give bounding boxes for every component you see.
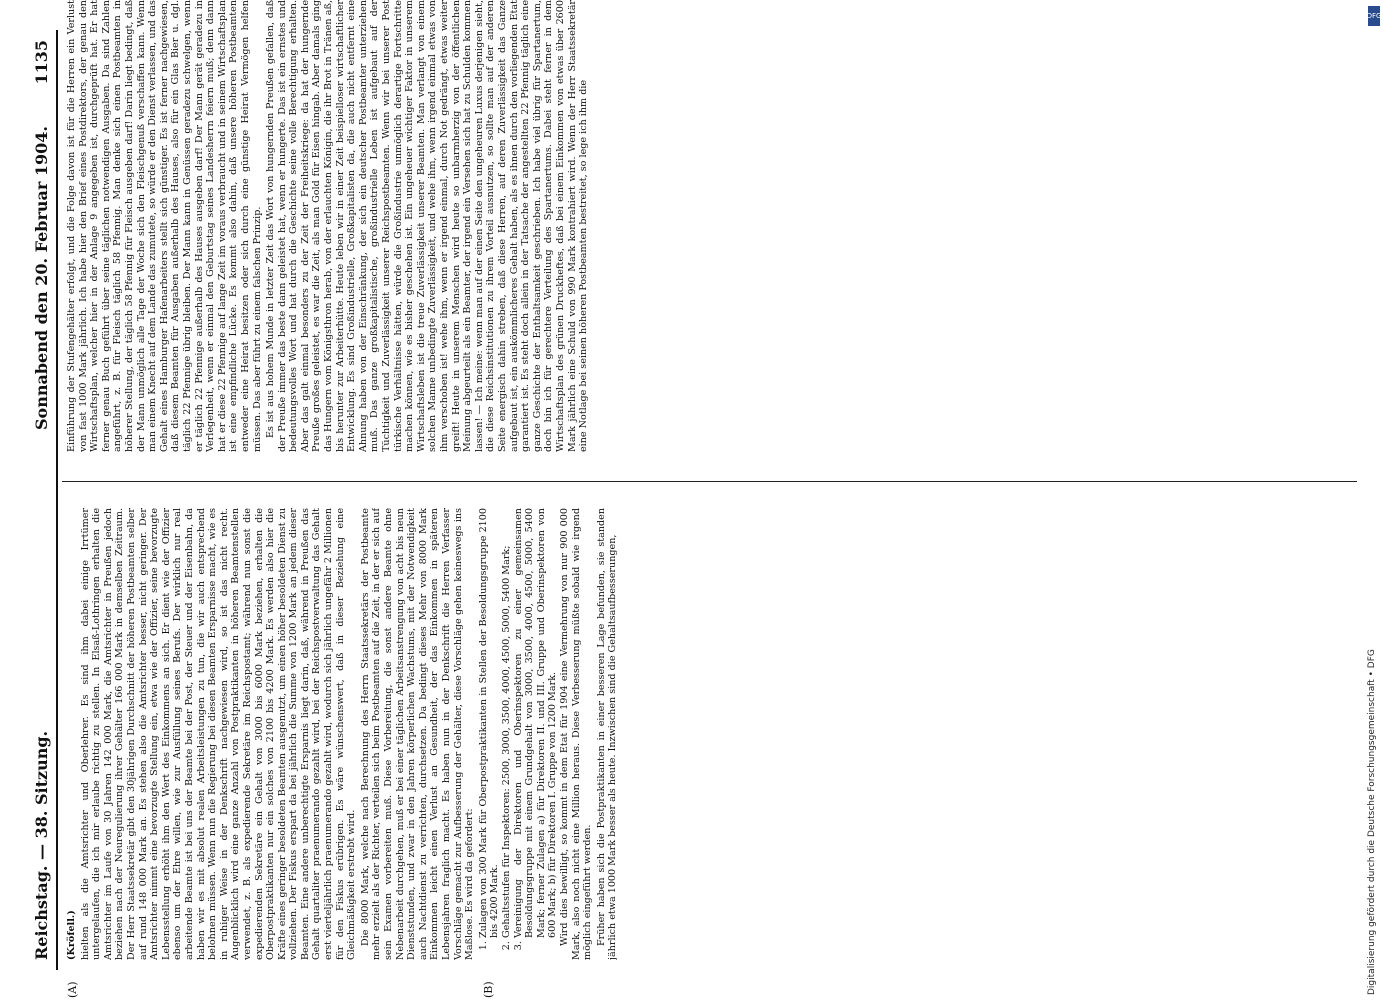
demands-list xyxy=(478,508,559,960)
header-rule xyxy=(56,30,58,970)
dfg-logo: DFG xyxy=(1368,6,1380,26)
rotated-page xyxy=(22,0,1367,1000)
margin-label-a: (A) xyxy=(66,981,79,998)
right-column xyxy=(66,0,1357,452)
paragraph: Früher haben sich die Postpraktikanten in einer besseren Lage befunden, sie standen jährlich etwa 1000 Mark besser als heute. Inzwischen sind die Gehaltsaufbesserungen, xyxy=(595,508,619,960)
column-divider xyxy=(62,481,1357,482)
list-item: 1. Zulagen von 300 Mark für Oberpostpraktikanten in Stellen der Besoldungsgruppe 2100 bis 4200 Mark. xyxy=(478,508,501,938)
list-item: 2. Gehaltsstufen für Inspektoren: 2500, 3000, 3500, 4000, 4500, 5000, 5400 Mark; xyxy=(501,508,513,938)
speaker-label: (Kröfell.) xyxy=(66,910,77,960)
header-date: Sonnabend den 20. Februar 1904. xyxy=(32,126,51,430)
paragraph: Es ist aus hohem Munde in letzter Zeit das Wort von hungernden Preußen gefallen, daß der Preuße immer das beste dann geleistet hat, wenn er hungerte. Das ist ein ernstes und bedeutungsvolles Wort und hat durch die Geschichte seine volle Berechtigung erhalten. Aber das galt einmal besonders zu der Zeit der Freiheitskriege: da hat der hungernde Preuße großes geleistet, es war die Zeit, als man Gold für Eisen hingab. Aber damals ging das Hungern vom Königsthron herab, von der erlauchten Königin, die ihr Brot in Tränen aß, bis herunter zur Arbeiterhütte. Heute leben wir in einer Zeit beispielloser wirtschaftlicher Entwicklung. Es sind Großindustrielle, Großkapitalisten da, die auch nicht entfernt eine Ahnung haben von der Einschränkung, der sich ein deutscher Postbeamter unterziehen muß. Das ganze großkapitalistische, großindustrielle Leben ist aufgebaut auf der Tüchtigkeit und Zuverlässigkeit unserer Reichspostbeamten. Wenn wir bei unserer Post türkische Verhältnisse hätten, würde die Großindustrie unmöglich derartige Fortschritte machen können, wie es bisher geschehen ist. Ein ungeheuer wichtiger Faktor in unserem Wirtschaftsleben ist die treue Zuverlässigkeit unserer Beamten. Man verlangt von einem solchen Manne unbedingte Zuverlässigkeit, und wehe ihm, wenn irgend einmal etwas von ihm verschoben ist! wehe ihm, wenn er irgend einmal, durch Not gedrängt, etwas weiter greift! Heute in unserem Menschen wird heute so unbarmherzig von der öffentlichen Meinung abgeurteilt als ein Beamter, der irgend ein Versehen sich hat zu Schulden kommen lassen! — Ich meine: wenn man auf der einen Seite den ungeheuren Luxus derjenigen sieht, die diese Reichsinstitutionen zu ihrem Vorteil ausnutzen, so sollte man auf der anderen Seite energisch dahin streben, daß diese Herren, auf deren Zuverlässigkeit das Ganze aufgebaut ist, ein auskömmlicheres Gehalt haben, als es ihnen durch den vorliegenden Etat garantiert ist. Es steht doch allein in der Tatsache der angestellten 22 Pfennig täglich eine ganze Geschichte der Enthaltsamkeit geschrieben. Ich habe viel übrig für Spartanertum, doch bin ich für gerechtere Verteilung des Spartanertums. Dabei steht ferner in dem Wirtschaftsplan des grünen Druckheftes, daß bei einem Einkommen von etwas über 2600 Mark jährlich eine Schuld von 990 Mark kontrahiert wird. Wenn der Herr Staatssekretär eine Notlage bei seinen höheren Postbeamten bestreitet, so lege ich ihm die xyxy=(265,0,590,452)
paragraph: Die 8000 Mark, welche nach Berechnung des Herrn Staatssekretärs der Postbeamte mehr erzielt als der Richter, verteilen sich beim Postbeamten auf die Zeit, in der er sich auf sein Examen vorbereiten muß. Diese Vorbereitung, die sonst andere Beamte ohne Nebenarbeit durchgehen, muß er bei einer täglichen Arbeitsanstrengung von acht bis neun Dienststunden, und zwar in den Jahren körperlichen Wachstums, mit der Notwendigkeit auch Nachtdienst zu verrichten, durchsetzen. Da bedingt dieses Mehr von 8000 Mark Einkommen leicht einen Verlust an Gesundheit, der das Einkommen in späteren Lebensjahren fraglich macht. Es haben nun in der Denkschrift die Herren Verfasser Vorschläge gemacht zur Aufbesserung der Gehälter, diese Vorschläge gehen keineswegs ins Maßlose. Es wird da gefordert: xyxy=(359,508,476,960)
paragraph: Wird dies bewilligt, so kommt in dem Etat für 1904 eine Vermehrung von nur 900 000 Mark, also noch nicht eine Million heraus. Diese Verbesserung müßte sobald wie irgend möglich eingeführt werden. xyxy=(558,508,594,960)
page-number: 1135 xyxy=(32,40,51,85)
paragraph: Einführung der Stufengehälter erfolgt, und die Folge davon ist für die Herren ein Verlust von fast 1000 Mark jährlich. Ich habe hier den Brief eines Postdirektors, der genau den Wirtschaftsplan, welcher hier in der Anlage 9 angegeben ist, durchgeprüft hat. Er hat ferner genau Buch geführt über seine täglichen notwendigen Ausgaben. Da sind Zahlen angeführt, z. B. für Fleisch täglich 58 Pfennig. Man denke sich einen Postbeamten in höherer Stellung, der täglich 58 Pfennig für Fleisch ausgeben darf! Darin liegt bedingt, daß der Mann unmöglich alle Tage der Woche sich den Fleischgenuß verschaffen kann. Wenn man einem Knecht auf dem Lande das zumutete, so würde er den Dienst verlassen, und das Gehalt eines Hamburger Hafenarbeiters stellt sich günstiger. Es ist ferner nachgewiesen, daß diesem Beamten für Ausgaben außerhalb des Hauses, also für ein Glas Bier u. dgl. täglich 22 Pfennige übrig bleiben. Der Mann kann in Genüssen geradezu schwelgen, wenn er täglich 22 Pfennige außerhalb des Hauses ausgeben darf! Der Mann gerät geradezu in Verlegenheit, wenn er einmal den Geburtstag seines Landesherrn feiern muß; denn dann hat er diese 22 Pfennige auf lange Zeit im voraus verbraucht und in seinem Wirtschaftsplan ist eine empfindliche Lücke. Es kommt also dahin, daß unsere höheren Postbeamten entweder eine Heirat besitzen oder sich durch eine günstige Heirat Vermögen helfen müssen. Das aber führt zu einem falschen Prinzip. xyxy=(66,0,263,452)
digitization-credit: Digitalisierung gefördert durch die Deutsche Forschungsgemeinschaft • DFG xyxy=(1367,649,1377,995)
paragraph: hielten als die Amtsrichter und Oberlehrer. Es sind ihm dabei einige Irrtümer untergelaufen, die ich mir erlaube richtig zu stellen. In Elsaß-Lothringen erhalten die Amtsrichter im Laufe von 30 Jahren 142 000 Mark, die Amtsrichter in Preußen jedoch beziehen nach der Neuregulierung ihrer Gehälter 166 000 Mark in demselben Zeitraum. Der Herr Staatssekretär gibt den 30jährigen Durchschnitt der höheren Postbeamten selber auf rund 148 000 Mark an. Es stehen also die Amtsrichter besser, nicht geringer. Der Amtsrichter nimmt eine bevorzugte Stellung ein, etwa wie der Offizier, seine bevorzugte Lebensstellung erhöht ihm den Wert des Einkommens an sich. Er dient wie der Offizier ebenso um der Ehre willen, wie zur Ausfüllung seines Berufs. Der wirklich nur real arbeitende Beamte ist bei uns der Beamte bei der Post, der Steuer und der Eisenbahn, da haben wir es mit absolut realen Arbeitsleistungen zu tun, die wir auch entsprechend belohnen müssen. Wenn nun die Regierung bei diesen Beamten Ersparnisse macht, wie es in ruhiger Weise in der Denkschrift nachgewiesen wird, so ist das nicht recht. Augenblicklich wird eine ganze Anzahl von Postpraktikanten in höheren Beamtenstellen verwendet, z. B. als expedierende Sekretäre im Reichspostamt; während nun sonst die expedierenden Sekretäre ein Gehalt von 3000 bis 6000 Mark beziehen, erhalten die Oberpostpraktikanten nur ein solches von 2100 bis 4200 Mark. Es werden also hier die Kräfte eines geringer besoldeten Beamten ausgenutzt, um einen höher besoldeten Dienst zu vollziehen. Der Fiskus erspart da bei jährlich die Summe von 1200 Mark an jedem dieser Beamten. Eine andere unberechtigte Ersparnis liegt darin, daß, während in Preußen das Gehalt quartaliter praenumerando gezahlt wird, bei der Reichspostverwaltung das Gehalt erst vierteljährlich praenumerando gezahlt wird, wodurch sich jährlich ungefähr 2 Millionen für den Fiskus erübrigen. Es wäre wünschenswert, daß in dieser Beziehung eine Gleichmäßigkeit erstrebt wird. xyxy=(79,508,358,960)
list-item: 3. Vereinigung der Direktoren und Oberinspektoren zu einer gemeinsamen Besoldungsgruppe mit einem Grundgehalt von 3000, 3500, 4000, 4500, 5000, 5400 Mark; ferner Zulagen a) für Direktoren II. und III. Gruppe und Oberinspektoren von 600 Mark; b) für Direktoren I. Gruppe von 1200 Mark. xyxy=(513,508,559,938)
digitization-sidebar xyxy=(1365,0,1383,1000)
page-header xyxy=(28,10,56,990)
header-left: Reichstag. — 38. Sitzung. xyxy=(32,730,51,960)
margin-label-b: (B) xyxy=(482,981,495,998)
left-column xyxy=(66,508,1357,960)
